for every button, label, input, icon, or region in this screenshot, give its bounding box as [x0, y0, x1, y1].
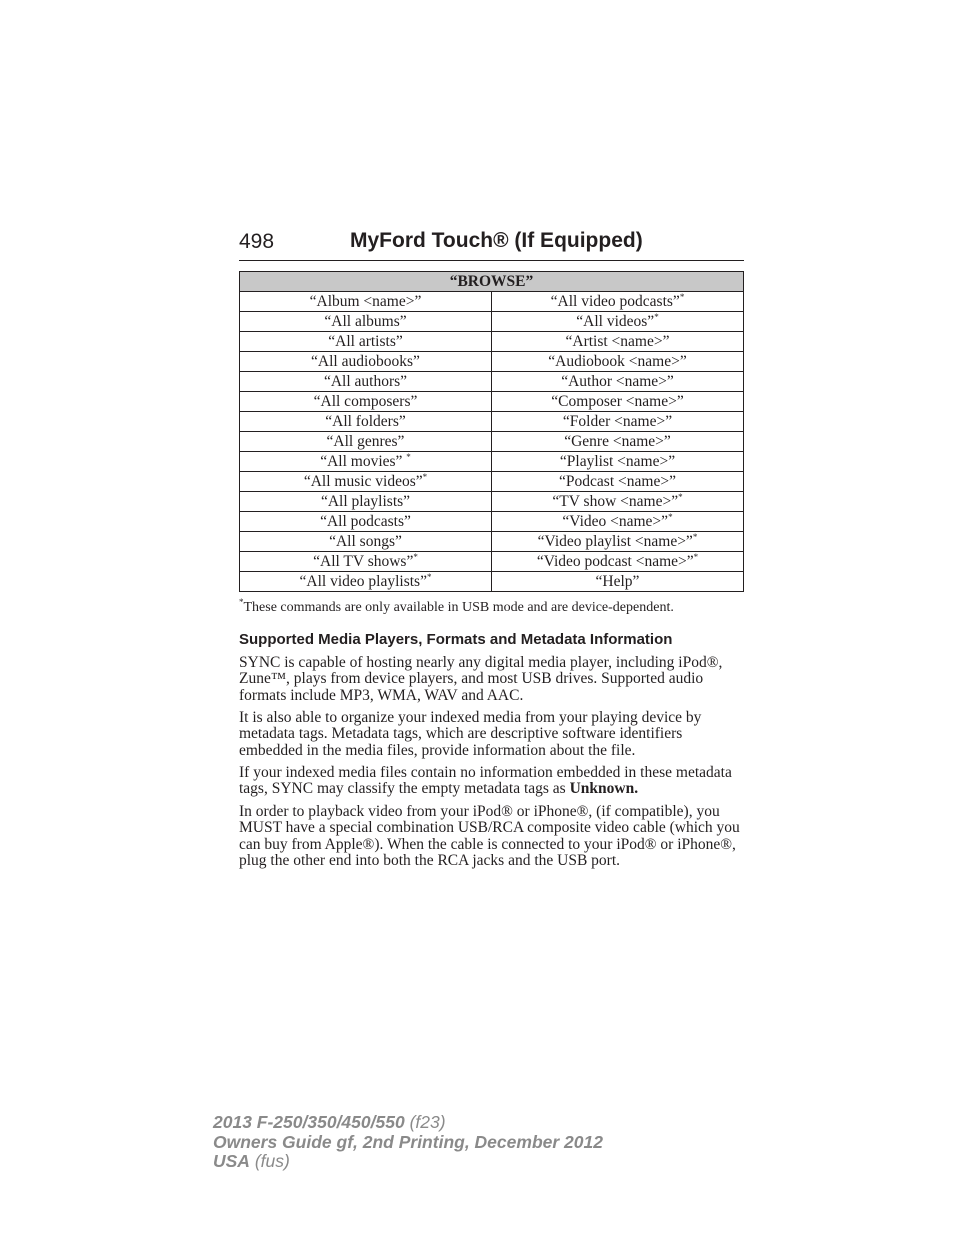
usb-only-marker: * — [413, 552, 418, 562]
table-row — [240, 492, 744, 512]
table-cell-right — [492, 452, 744, 472]
table-header-row — [240, 272, 744, 292]
table-row — [240, 412, 744, 432]
table-cell-right — [492, 572, 744, 592]
table-row — [240, 292, 744, 312]
command-text: “Composer <name>” — [551, 393, 684, 410]
table-cell-right — [492, 352, 744, 372]
command-text: “All videos” — [576, 313, 655, 330]
usb-only-marker: * — [426, 572, 432, 582]
usb-only-marker: * — [406, 452, 411, 462]
table-row — [240, 432, 744, 452]
table-cell-right — [492, 512, 744, 532]
table-heading: “BROWSE” — [240, 272, 744, 292]
table-row — [240, 332, 744, 352]
paragraph-metadata: It is also able to organize your indexed media from your playing device by metadata tags. Metadata tags, which are descriptive software identifiers embedded in the media files, provide information about the file. — [239, 709, 702, 759]
table-cell-right — [492, 372, 744, 392]
command-text: “All podcasts” — [320, 513, 411, 530]
table-row — [240, 552, 744, 572]
table-cell-left — [240, 512, 492, 532]
table-cell-left — [240, 412, 492, 432]
command-text: “Album <name>” — [309, 293, 422, 310]
usb-only-marker: * — [654, 312, 659, 322]
table-row — [240, 512, 744, 532]
table-cell-left — [240, 472, 492, 492]
command-text: “All albums” — [324, 313, 407, 330]
command-text: “Help” — [595, 573, 640, 590]
usb-only-marker: * — [422, 472, 428, 482]
command-text: “All movies” — [320, 453, 407, 470]
command-text: “All video podcasts” — [550, 293, 680, 310]
command-text: “All genres” — [326, 433, 405, 450]
table-cell-left — [240, 352, 492, 372]
footer-market-code: (fus) — [249, 1151, 290, 1171]
table-cell-right — [492, 532, 744, 552]
page-header — [239, 226, 744, 261]
table-body — [240, 292, 744, 592]
table-row — [240, 572, 744, 592]
command-text: “All audiobooks” — [311, 353, 420, 370]
table-cell-left — [240, 572, 492, 592]
table-cell-right — [492, 412, 744, 432]
unknown-label: Unknown. — [569, 780, 639, 798]
usb-only-marker: * — [668, 512, 673, 522]
usb-only-marker: * — [678, 492, 683, 502]
footer-line-3 — [213, 1152, 603, 1172]
table-row — [240, 392, 744, 412]
footnote-marker: * — [239, 597, 244, 607]
command-text: “Video podcast <name>” — [536, 553, 694, 570]
table-row — [240, 452, 744, 472]
page-footer — [213, 1113, 603, 1172]
footnote-text: These commands are only available in USB mode and are device-dependent. — [243, 600, 674, 615]
table-cell-left — [240, 292, 492, 312]
command-text: “All composers” — [313, 393, 418, 410]
command-text: “Genre <name>” — [564, 433, 671, 450]
footer-line-1 — [213, 1113, 603, 1133]
table-cell-left — [240, 532, 492, 552]
table-row — [240, 532, 744, 552]
table-cell-left — [240, 312, 492, 332]
command-text: “All folders” — [325, 413, 406, 430]
table-cell-right — [492, 292, 744, 312]
command-text: “Playlist <name>” — [559, 453, 676, 470]
usb-only-marker: * — [693, 552, 699, 562]
table-row — [240, 372, 744, 392]
table-cell-right — [492, 552, 744, 572]
usb-only-marker: * — [679, 292, 685, 302]
command-text: “Artist <name>” — [565, 333, 670, 350]
table-cell-left — [240, 492, 492, 512]
command-text: “Author <name>” — [561, 373, 674, 390]
table-row — [240, 352, 744, 372]
table-cell-right — [492, 312, 744, 332]
command-text: “All video playlists” — [299, 573, 427, 590]
paragraph-formats: SYNC is capable of hosting nearly any digital media player, including iPod®, Zune™, plays from device players, and most USB drives. Supported audio formats include MP3, WMA, WAV and AAC. — [239, 654, 723, 704]
footer-guide: Owners Guide gf, 2nd Printing, December 2012 — [213, 1131, 603, 1152]
footer-market: USA — [213, 1151, 250, 1171]
usb-only-marker: * — [692, 532, 698, 542]
browse-commands-table — [239, 271, 744, 592]
table-row — [240, 312, 744, 332]
table-cell-left — [240, 452, 492, 472]
table-cell-left — [240, 432, 492, 452]
table-cell-right — [492, 432, 744, 452]
table-row — [240, 472, 744, 492]
command-text: “All artists” — [328, 333, 403, 350]
command-text: “All authors” — [323, 373, 408, 390]
paragraph-unknown-text: If your indexed media files contain no information embedded in these metadata tags, SYNC may classify the empty metadata tags as — [239, 764, 732, 798]
command-text: “All playlists” — [320, 493, 411, 510]
command-text: “Video <name>” — [562, 513, 669, 530]
command-text: “Audiobook <name>” — [548, 353, 687, 370]
subheading: Supported Media Players, Formats and Metadata Information — [239, 631, 673, 648]
footer-model-code: (f23) — [404, 1112, 446, 1132]
table-cell-left — [240, 332, 492, 352]
table-cell-right — [492, 392, 744, 412]
table-cell-left — [240, 372, 492, 392]
command-text: “TV show <name>” — [552, 493, 679, 510]
paragraph-video: In order to playback video from your iPod® or iPhone®, (if compatible), you MUST have a special combination USB/RCA composite video cable (which you can buy from Apple®). When the cable is connected to your iPod® or iPhone®, plug the other end into both the RCA jacks and the USB port. — [239, 803, 740, 869]
table-cell-left — [240, 552, 492, 572]
paragraph-unknown — [239, 765, 747, 798]
command-text: “Podcast <name>” — [559, 473, 676, 490]
command-text: “All TV shows” — [313, 553, 414, 570]
footer-model: 2013 F-250/350/450/550 — [213, 1112, 405, 1132]
table-cell-right — [492, 492, 744, 512]
table-cell-left — [240, 392, 492, 412]
section-title: MyFord Touch® (If Equipped) — [350, 229, 643, 252]
command-text: “Folder <name>” — [562, 413, 673, 430]
table-cell-right — [492, 472, 744, 492]
footnote — [239, 597, 674, 616]
command-text: “Video playlist <name>” — [537, 533, 693, 550]
table-cell-right — [492, 332, 744, 352]
page-number: 498 — [239, 230, 275, 253]
command-text: “All music videos” — [303, 473, 423, 490]
footer-line-2 — [213, 1133, 603, 1153]
command-text: “All songs” — [329, 533, 402, 550]
